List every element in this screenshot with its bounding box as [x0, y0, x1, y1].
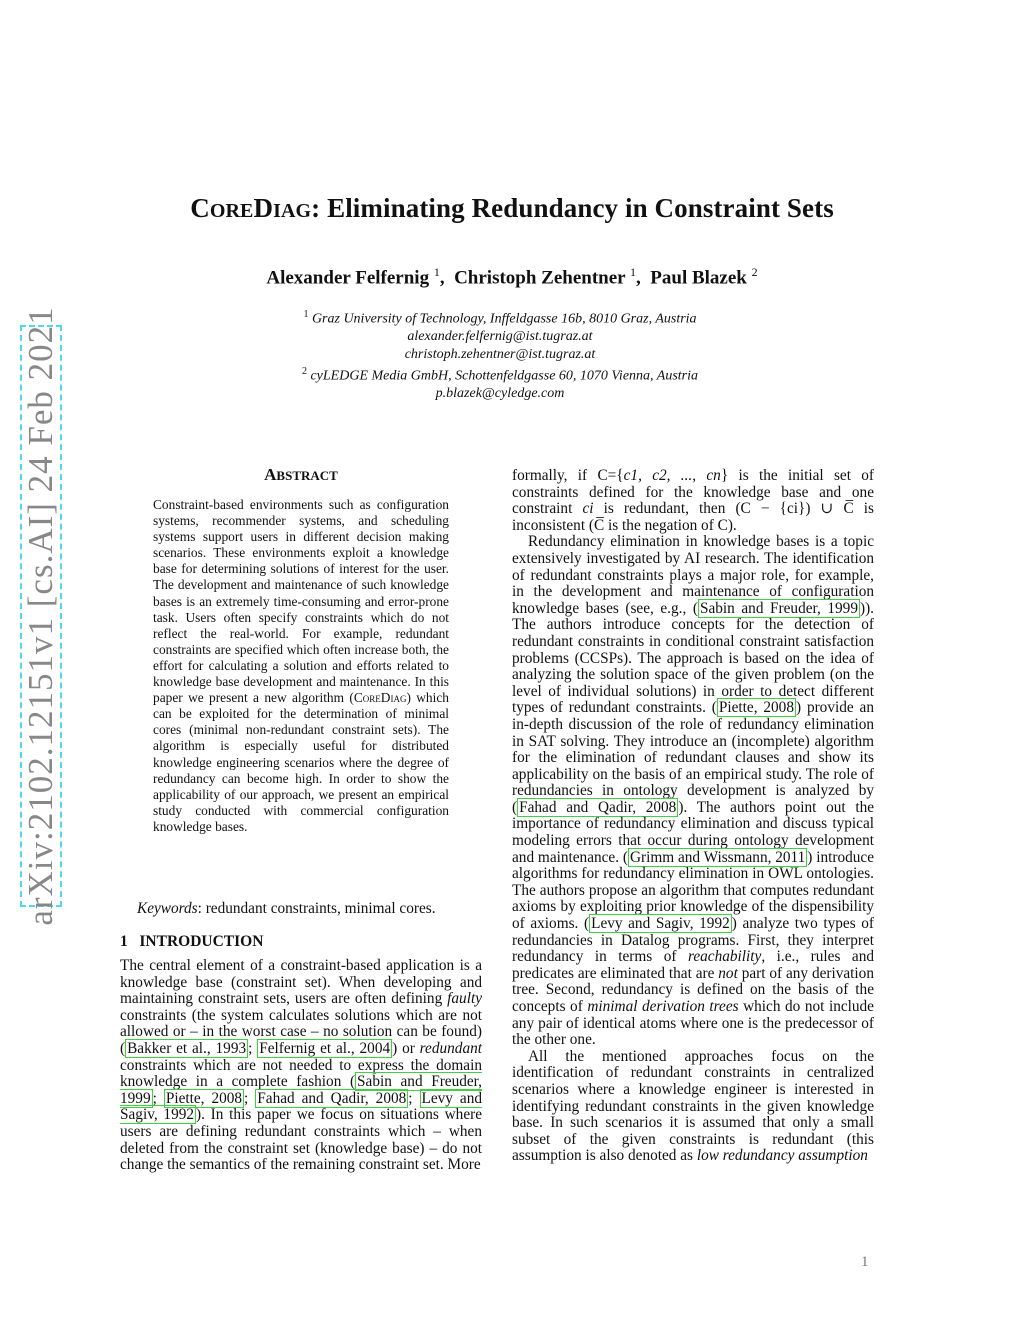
citation-link[interactable]: Sabin and Freuder, 1999	[699, 599, 858, 617]
keywords: Keywords: redundant constraints, minimal cores.	[137, 900, 436, 917]
abstract-body: Constraint-based environments such as configuration systems, recommender systems, and scheduling systems support users in different decision making scenarios. These environments exploit a knowledge base for determining solutions of interest for the user. The development and maintenance of such knowledge bases is an extremely time-consuming and error-prone task. Users often specify constraints which do not reflect the real-world. For example, redundant constraints are specified which often increase both, the effort for calculating a solution and efforts related to knowledge base development and maintenance. In this paper we present a new algorithm (CoreDiag) which can be exploited for the determination of minimal cores (minimal non-redundant constraint sets). The algorithm is especially useful for distributed knowledge engineering scenarios where the degree of redundancy can become high. In order to show the applicability of our approach, we present an empirical study conducted with commercial configuration knowledge bases.	[153, 497, 449, 834]
page-number: 1	[861, 1254, 869, 1270]
citation-link[interactable]: Sabin and Freuder, 1999	[120, 1073, 482, 1107]
citation-link[interactable]: Fahad and Qadir, 2008	[257, 1089, 407, 1107]
citation-link[interactable]: Grimm and Wissmann, 2011	[629, 848, 806, 866]
citation-link[interactable]: Bakker et al., 1993	[127, 1039, 247, 1057]
affiliations: $^1$ Graz University of Technology, Inffeldgasse 16b, 8010 Graz, Austria alexander.felfernig@ist.tugraz.at christoph.zehentner@ist.tugraz.at $^2$ cyLEDGE Media GmbH, Schottenfeldgasse 60, 1070 Vienna, Austria p.blazek@cyledge.com	[301, 309, 699, 402]
citation-link[interactable]: Fahad and Qadir, 2008	[519, 798, 677, 816]
arxiv-stamp[interactable]: arXiv:2102.12151v1 [cs.AI] 24 Feb 2021	[21, 306, 60, 926]
citation-link[interactable]: Piette, 2008	[718, 699, 794, 717]
right-column	[512, 468, 874, 1165]
paragraph: All the mentioned approaches focus on the identification of redundant constraints in centralized scenarios where a knowledge engineer is interested in identifying redundant constraints in the given knowledge base. In such scenarios it is assumed that only a small subset of the given constraints is redundant (this assumption is also denoted as low redundancy assumption	[512, 1047, 874, 1165]
citation-link[interactable]: Levy and Sagiv, 1992	[591, 915, 730, 933]
citation-link[interactable]: Felfernig et al., 2004	[259, 1039, 391, 1057]
citation-link[interactable]: Levy and Sagiv, 1992	[120, 1089, 482, 1124]
abstract-heading: ABSTRACT	[264, 465, 338, 484]
author-list: Alexander Felfernig $^1$, Christoph Zehentner $^1$, Paul Blazek $^2$	[266, 265, 758, 289]
citation-link[interactable]: Piette, 2008	[165, 1089, 243, 1107]
author-name: Paul Blazek	[650, 267, 747, 289]
paragraph: formally, if C={c1, c2, ..., cn} is the initial set of constraints defined for the knowledge base and one constraint ci is redundant, then (C − {ci}) ∪ C̅ is inconsistent (C̅ is the negation of C).	[512, 467, 875, 534]
author-name: Alexander Felfernig	[266, 267, 430, 289]
section-heading: 1 INTRODUCTION	[120, 933, 264, 950]
author-name: Christoph Zehentner	[454, 267, 626, 289]
paragraph: Redundancy elimination in knowledge bases is a topic extensively investigated by AI research. The identification of redundant constraints plays a major role, for example, in the development and maintenance of configuration knowledge bases (see, e.g., ( Sabin and Freuder, 1999 )). The authors introduce concepts for the detection of redundant constraints in conditional constraint satisfaction problems (CCSPs). The approach is based on the idea of analyzing the solution space of the given problem (on the level of individual solutions) in order to detect different types of redundant constraints. ( Piette, 2008 ) provide an in-depth discussion of the role of redundancy elimination in SAT solving. They introduce an (incomplete) algorithm for the elimination of redundant clauses and show its applicability on the basis of an empirical study. The role of redundancies in ontology development is analyzed by ( Fahad and Qadir, 2008 ). The authors point out the importance of redundancy elimination and discuss typical modeling errors that occur during ontology development and maintenance. ( Grimm and Wissmann, 2011 ) introduce algorithms for redundancy elimination in OWL ontologies. The authors propose an algorithm that computes redundant axioms by exploiting prior knowledge of the dispensibility of axioms. ( Levy and Sagiv, 1992 ) analyze two types of redundancies in Datalog programs. First, they interpret redundancy in terms of reachability, i.e., rules and predicates are eliminated that are not part of any derivation tree. Second, redundancy is defined on the basis of the concepts of minimal derivation trees which do not include any pair of identical atoms where one is the predecessor of the other one.	[512, 533, 875, 1049]
intro-paragraph: The central element of a constraint-based application is a knowledge base (constraint set). When developing and maintaining constraint sets, users are often defining faulty constraints (the system calculates solutions which are not allowed or – in the worst case – no solution can be found) ( Bakker et al., 1993 ; Felfernig et al., 2004 ) or redundant constraints which are not needed to express the domain knowledge in a complete fashion ( Sabin and Freuder, 1999 ; Piette, 2008 ; Fahad and Qadir, 2008 ; Levy and Sagiv, 1992 ). In this paper we focus on situations where users are defining redundant constraints which – when deleted from the constraint set (knowledge base) – do not change the semantics of the remaining constraint set. More	[120, 957, 482, 1174]
paper-title: COREDIAG: Eliminating Redundancy in Constraint Sets	[190, 193, 834, 223]
